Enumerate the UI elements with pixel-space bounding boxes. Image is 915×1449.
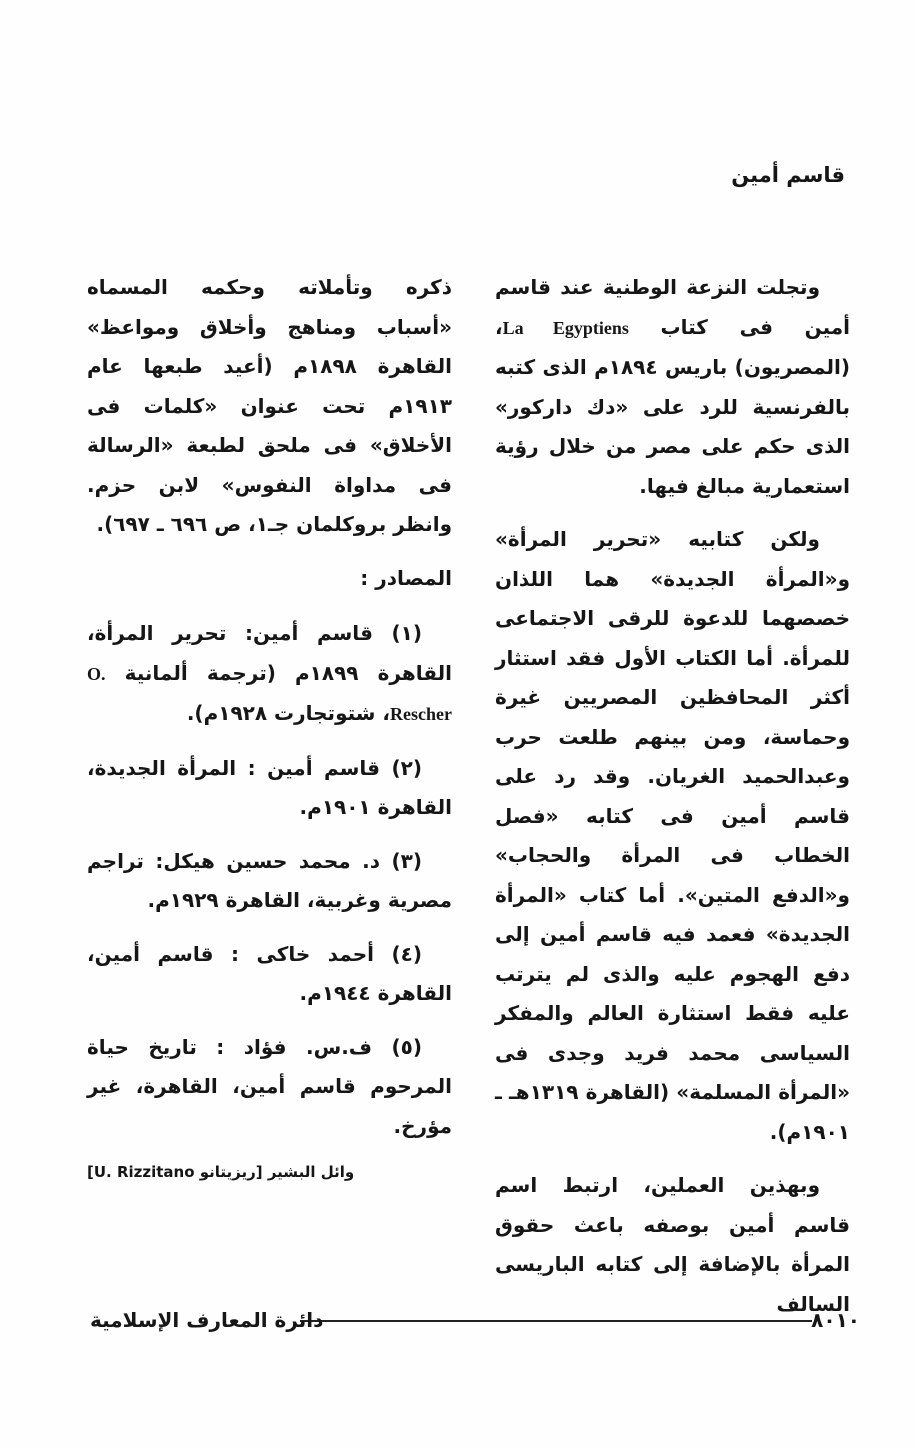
latin-book-title: La Egyptiens (502, 317, 629, 338)
source-item (87, 614, 452, 735)
paragraph-national-sentiment (495, 268, 850, 506)
right-column (495, 268, 850, 1338)
page-number: ٨٠١٠ (811, 1308, 860, 1332)
footer-rule (300, 1320, 812, 1322)
sources-heading: المصادر : (360, 565, 452, 590)
source-text: ، شتوتجارت ١٩٢٨م). (186, 701, 391, 725)
page-footer (90, 1302, 860, 1342)
article-author: وائل البشير [ريزيتانو U. Rizzitano] (87, 1163, 355, 1181)
paragraph-text: ، (المصريون) باريس ١٨٩٤م الذى كتبه بالفرنسية للرد على «دك داركور» الذى حكم على مصر من خلال رؤية استعمارية مبالغ فيها. (495, 314, 850, 498)
paragraph-women-rights: وبهذين العملين، ارتبط اسم قاسم أمين بوصفه باعث حقوق المرأة بالإضافة إلى كتابه الباريسى السالف (495, 1173, 850, 1316)
paragraph-text: وتجلت النزعة الوطنية عند قاسم أمين فى كتاب (495, 275, 850, 339)
source-text: (١) قاسم أمين: تحرير المرأة، القاهرة ١٨٩٩م (ترجمة ألمانية (87, 621, 452, 685)
left-column (87, 268, 452, 1184)
paragraph-continuation: ذكره وتأملاته وحكمه المسماه «أسباب ومناهج وأخلاق ومواعظ» القاهرة ١٨٩٨م (أعيد طبعها عام ١٩١٣م تحت عنوان «كلمات فى الأخلاق» فى ملحق لطبعة «الرسالة فى مداواة النفوس» لابن حزم. وانظر بروكلمان جـ١، ص ٦٩٦ ـ ٦٩٧). (87, 275, 452, 536)
latin-translator-name: O. Rescher (87, 663, 452, 724)
source-item: (٥) ف.س. فؤاد : تاريخ حياة المرحوم قاسم أمين، القاهرة، غير مؤرخ. (87, 1034, 452, 1138)
running-title: قاسم أمين (731, 163, 845, 187)
publication-title: دائرة المعارف الإسلامية (90, 1308, 324, 1332)
source-item: (٤) أحمد خاكى : قاسم أمين، القاهرة ١٩٤٤م. (87, 941, 452, 1005)
paragraph-two-books: ولكن كتابيه «تحرير المرأة» و«المرأة الجديدة» هما اللذان خصصهما للدعوة للرقى الاجتماعى للمرأة. أما الكتاب الأول فقد استثار أكثر المحافظين المصريين غيرة وحماسة، ومن بينهم طلعت حرب وعبدالحميد الغريان. وقد رد على قاسم أمين فى كتابه «فصل الخطاب فى المرأة والحجاب» و«الدفع المتين». أما كتاب «المرأة الجديدة» فعمد فيه قاسم أمين إلى دفع الهجوم عليه والذى لم يترتب عليه فقط استثارة العالم والمفكر السياسى محمد فريد وجدى فى «المرأة المسلمة» (القاهرة ١٣١٩هـ ـ ١٩٠١م). (495, 527, 850, 1144)
source-item: (٣) د. محمد حسين هيكل: تراجم مصرية وغربية، القاهرة ١٩٢٩م. (87, 848, 452, 912)
source-item: (٢) قاسم أمين : المرأة الجديدة، القاهرة ١٩٠١م. (87, 755, 452, 819)
